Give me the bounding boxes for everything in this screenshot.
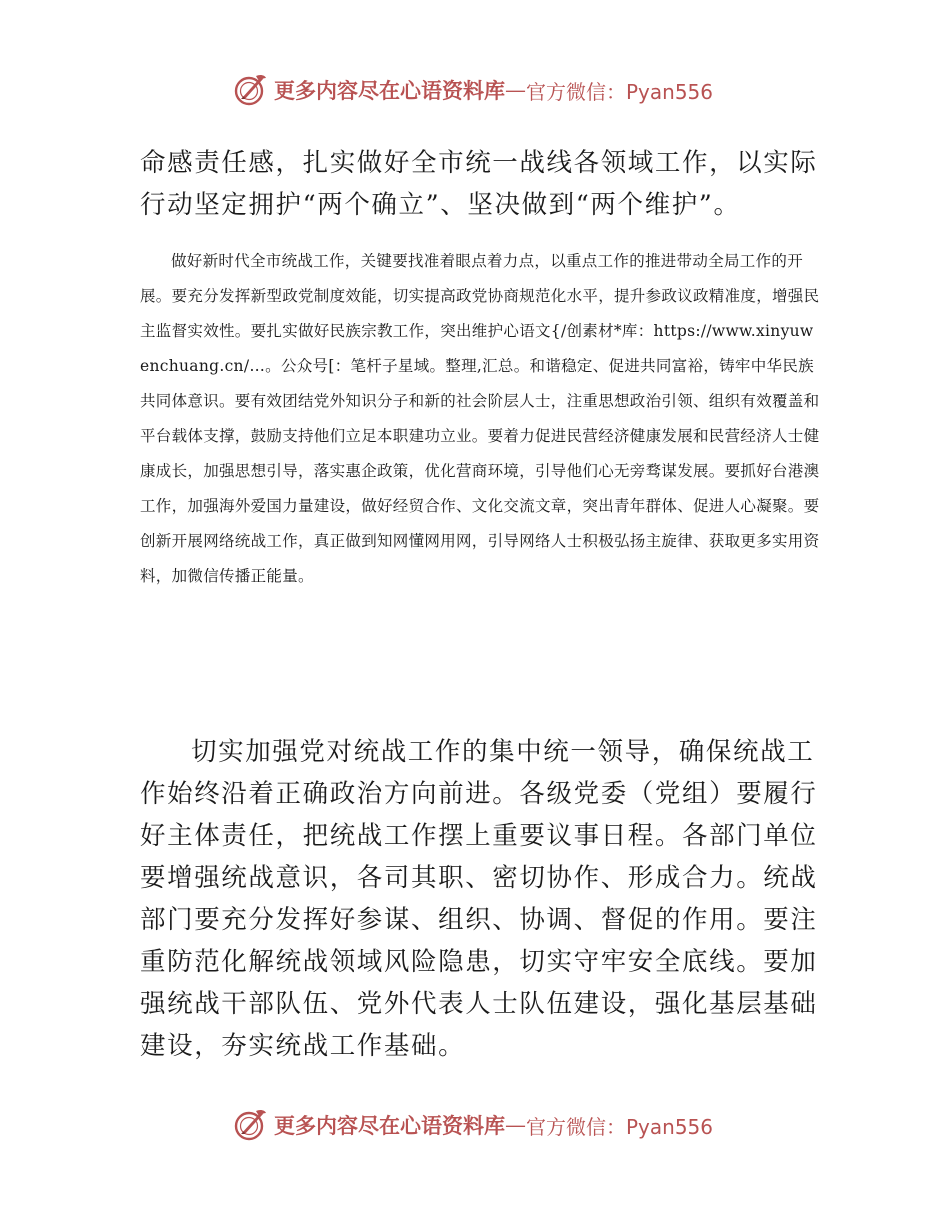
paragraph-1: 命感责任感，扎实做好全市统一战线各领域工作，以实际行动坚定拥护“两个确立”、坚决做到“两个维护”。	[140, 148, 818, 220]
paragraph-2: 做好新时代全市统战工作，关键要找准着眼点着力点，以重点工作的推进带动全局工作的开展。要充分发挥新型政党制度效能，切实提高政党协商规范化水平，提升参政议政精准度，增强民主监督实效性。要扎实做好民族宗教工作，突出维护心语文{/创素材*库：https://www.xinyuwenchuang.cn/…。公众号[：笔杆子星域。整理,汇总。和谐稳定、促进共同富裕，铸牢中华民族共同体意识。要有效团结党外知识分子和新的社会阶层人士，注重思想政治引领、组织有效覆盖和平台载体支撑，鼓励支持他们立足本职建功立业。要着力促进民营经济健康发展和民营经济人士健康成长，加强思想引导，落实惠企政策，优化营商环境，引导他们心无旁骛谋发展。要抓好台港澳工作，加强海外爱国力量建设，做好经贸合作、文化交流文章，突出青年群体、促进人心凝聚。要创新开展网络统战工作，真正做到知网懂网用网，引导网络人士积极弘扬主旋律、获取更多实用资料，加微信传播正能量。	[140, 252, 820, 585]
quill-pen-seal-icon	[232, 1107, 268, 1143]
footer-dash: —	[505, 1113, 526, 1137]
footer-title: 更多内容尽在心语资料库	[274, 1113, 505, 1138]
footer-banner	[232, 1105, 713, 1145]
quill-pen-seal-icon	[232, 72, 268, 108]
header-banner	[232, 70, 713, 110]
header-dash: —	[505, 78, 526, 102]
footer-contact: 官方微信：Pyan556	[526, 1114, 714, 1139]
header-contact: 官方微信：Pyan556	[526, 79, 714, 104]
header-title: 更多内容尽在心语资料库	[274, 78, 505, 103]
paragraph-3: 切实加强党对统战工作的集中统一领导，确保统战工作始终沿着正确政治方向前进。各级党委（党组）要履行好主体责任，把统战工作摆上重要议事日程。各部门单位要增强统战意识，各司其职、密切协作、形成合力。统战部门要充分发挥好参谋、组织、协调、督促的作用。要注重防范化解统战领域风险隐患，切实守牢安全底线。要加强统战干部队伍、党外代表人士队伍建设，强化基层基础建设，夯实统战工作基础。	[140, 737, 818, 1061]
